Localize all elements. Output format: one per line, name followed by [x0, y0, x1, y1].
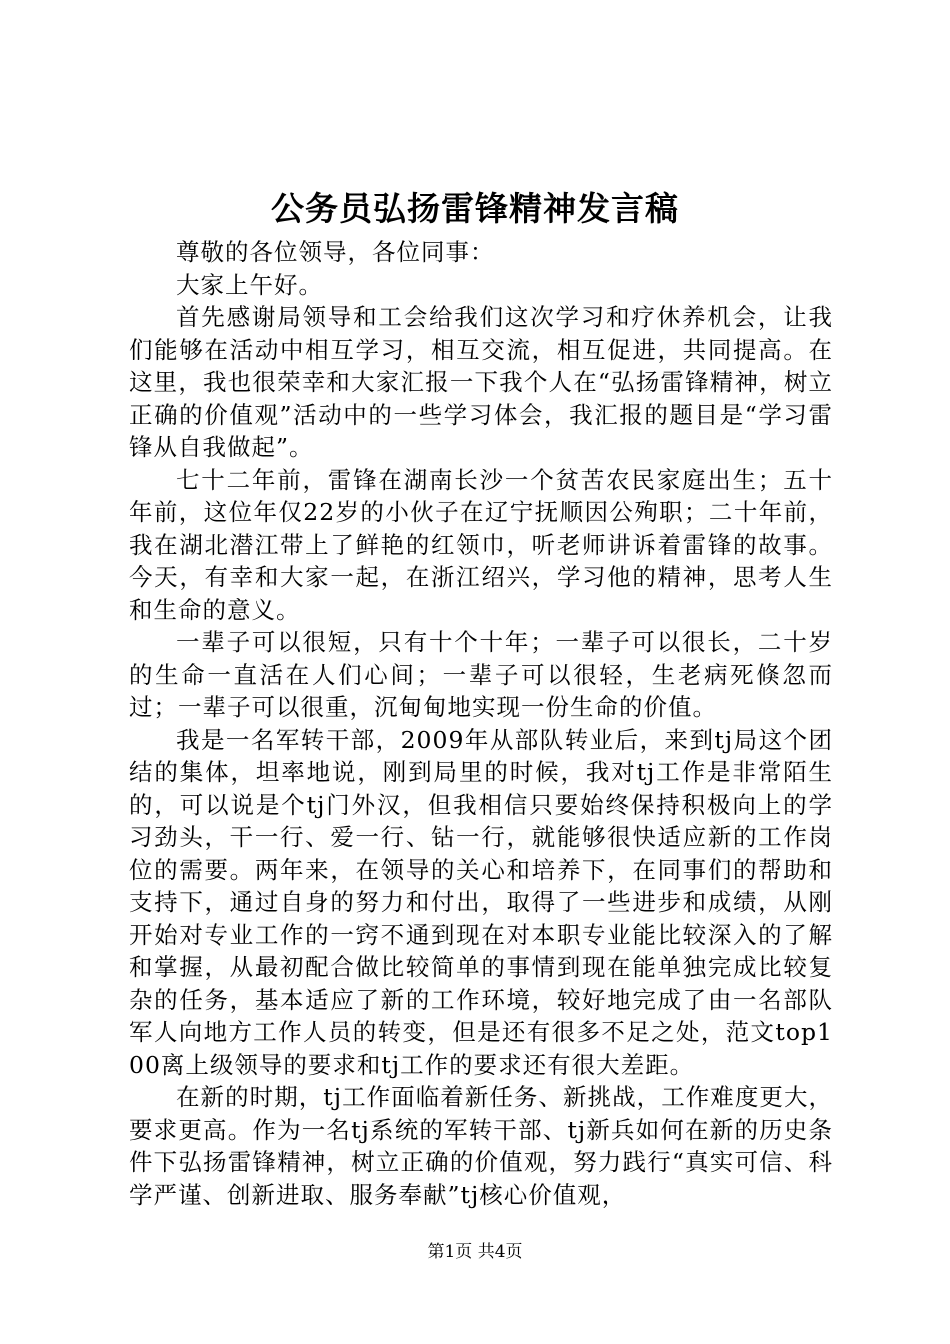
salutation-paragraph: 尊敬的各位领导，各位同事： — [176, 238, 495, 266]
body-paragraph: 七十二年前，雷锋在湖南长沙一个贫苦农民家庭出生；五十年前，这位年仅22岁的小伙子在辽宁抚顺因公殉职；二十年前，我在湖北潜江带上了鲜艳的红领巾，听老师讲诉着雷锋的故事。今天，有幸和大家一起，在浙江绍兴，学习他的精神，思考人生和生命的意义。 — [129, 465, 833, 624]
greeting-paragraph: 大家上午好。 — [176, 270, 323, 299]
page-number-footer: 第1页 共4页 — [427, 1242, 523, 1262]
document-body — [129, 236, 833, 1211]
document-title: 公务员弘扬雷锋精神发言稿 — [271, 189, 679, 228]
body-paragraph: 一辈子可以很短，只有十个十年；一辈子可以很长，二十岁的生命一直活在人们心间；一辈子可以很轻，生老病死倏忽而过；一辈子可以很重，沉甸甸地实现一份生命的价值。 — [129, 628, 833, 721]
body-paragraph: 在新的时期，tj工作面临着新任务、新挑战，工作难度更大，要求更高。作为一名tj系统的军转干部、tj新兵如何在新的历史条件下弘扬雷锋精神，树立正确的价值观，努力践行“真实可信、科学严谨、创新进取、服务奉献”tj核心价值观， — [129, 1083, 833, 1209]
body-paragraph: 我是一名军转干部，2009年从部队转业后，来到tj局这个团结的集体，坦率地说，刚到局里的时候，我对tj工作是非常陌生的，可以说是个tj门外汉，但我相信只要始终保持积极向上的学习劲头，干一行、爱一行、钻一行，就能够很快适应新的工作岗位的需要。两年来，在领导的关心和培养下，在同事们的帮助和支持下，通过自身的努力和付出，取得了一些进步和成绩，从刚开始对专业工作的一窍不通到现在对本职专业能比较深入的了解和掌握，从最初配合做比较简单的事情到现在能单独完成比较复杂的任务，基本适应了新的工作环境，较好地完成了由一名部队军人向地方工作人员的转变，但是还有很多不足之处，范文top100离上级领导的要求和tj工作的要求还有很大差距。 — [129, 725, 833, 1079]
body-paragraph: 首先感谢局领导和工会给我们这次学习和疗休养机会，让我们能够在活动中相互学习，相互交流，相互促进，共同提高。在这里，我也很荣幸和大家汇报一下我个人在“弘扬雷锋精神，树立正确的价值观”活动中的一些学习体会，我汇报的题目是“学习雷锋从自我做起”。 — [129, 303, 833, 461]
